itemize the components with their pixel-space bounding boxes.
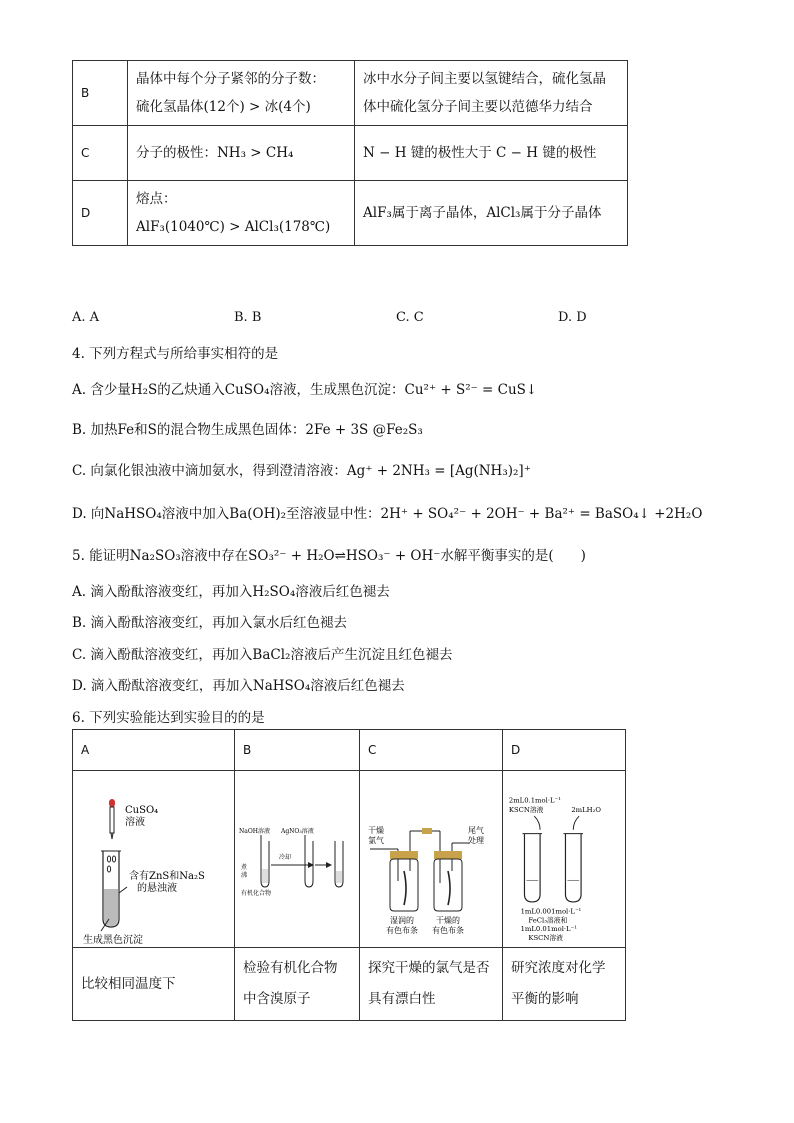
cell-text: N − H 键的极性大于 C − H 键的极性 [363, 145, 597, 161]
svg-text:处理: 处理 [468, 836, 484, 845]
cell-text: 冰中水分子间主要以氢键结合，硫化氢晶 [363, 71, 606, 87]
header-b: B [235, 730, 360, 771]
figure-d [503, 771, 626, 948]
q4-stem: 4. 下列方程式与所给事实相符的是 [72, 346, 279, 362]
svg-text:有色布条: 有色布条 [386, 926, 418, 935]
cell-text: 检验有机化合物 [243, 960, 338, 976]
header-d: D [503, 730, 626, 771]
svg-text:FeCl₃溶液和: FeCl₃溶液和 [528, 916, 568, 925]
svg-text:2mL0.1mol·L⁻¹: 2mL0.1mol·L⁻¹ [508, 796, 561, 805]
svg-text:CuSO₄: CuSO₄ [125, 805, 159, 816]
q4-option-b[interactable]: B. 加热Fe和S的混合物生成黑色固体：2Fe + 3S @Fe₂S₃ [72, 422, 423, 438]
svg-text:干燥的: 干燥的 [436, 916, 460, 925]
table-row [73, 771, 626, 948]
row-key: C [73, 126, 128, 181]
header-c: C [360, 730, 503, 771]
purpose-c [360, 948, 503, 1021]
option-c[interactable]: C. C [396, 310, 424, 325]
table-row [73, 126, 628, 181]
q5-stem: 5. 能证明Na₂SO₃溶液中存在SO₃²⁻ + H₂O⇌HSO₃⁻ + OH⁻水解平衡事实的是( ) [72, 548, 586, 564]
cell-text: AlF₃属于离子晶体，AlCl₃属于分子晶体 [363, 205, 602, 221]
table-row [73, 730, 626, 771]
option-a[interactable]: A. A [72, 310, 100, 325]
svg-text:氯气: 氯气 [368, 836, 384, 845]
svg-text:干燥: 干燥 [368, 826, 384, 835]
two-test-tubes-icon [503, 771, 625, 947]
svg-text:的悬浊液: 的悬浊液 [137, 883, 177, 894]
option-d[interactable]: D. D [558, 310, 587, 325]
svg-text:沸: 沸 [241, 872, 248, 879]
table-row [73, 948, 626, 1021]
svg-text:有机化合物: 有机化合物 [241, 890, 272, 897]
figure-a [73, 771, 235, 948]
row-left [128, 61, 355, 126]
row-right [355, 61, 628, 126]
svg-text:含有ZnS和Na₂S: 含有ZnS和Na₂S [129, 871, 205, 882]
q5-option-d[interactable]: D. 滴入酚酞溶液变红，再加入NaHSO₄溶液后红色褪去 [72, 678, 405, 694]
q5-option-b[interactable]: B. 滴入酚酞溶液变红，再加入氯水后红色褪去 [72, 615, 348, 631]
comparison-table [72, 60, 628, 246]
q4-option-a[interactable]: A. 含少量H₂S的乙炔通入CuSO₄溶液，生成黑色沉淀：Cu²⁺ + S²⁻ = CuS↓ [72, 382, 538, 398]
cell-text: 硫化氢晶体(12个) > 冰(4个) [136, 99, 311, 115]
svg-text:KSCN溶液: KSCN溶液 [528, 934, 564, 943]
gas-bottles-icon [360, 771, 502, 947]
q5-option-a[interactable]: A. 滴入酚酞溶液变红，再加入H₂SO₄溶液后红色褪去 [72, 584, 390, 600]
cell-text: AlF₃(1040℃) > AlCl₃(178℃) [136, 219, 331, 235]
svg-text:1mL0.01mol·L⁻¹: 1mL0.01mol·L⁻¹ [520, 925, 577, 934]
svg-text:有色布条: 有色布条 [432, 926, 464, 935]
cell-text: 中含溴原子 [243, 991, 311, 1007]
row-right [355, 126, 628, 181]
svg-text:溶液: 溶液 [125, 817, 145, 828]
row-right [355, 181, 628, 246]
q4-option-c[interactable]: C. 向氯化银浊液中滴加氨水，得到澄清溶液：Ag⁺ + 2NH₃ = [Ag(NH₃)₂]⁺ [72, 463, 531, 479]
svg-text:湿润的: 湿润的 [390, 916, 414, 925]
svg-text:NaOH溶液: NaOH溶液 [239, 828, 270, 835]
cell-text: 探究干燥的氯气是否 [368, 960, 490, 976]
experiment-table [72, 729, 626, 1021]
dropper-test-tube-icon [73, 771, 234, 947]
cell-text: 比较相同温度下 [81, 975, 176, 992]
svg-text:AgNO₃溶液: AgNO₃溶液 [281, 828, 314, 835]
row-key: D [73, 181, 128, 246]
svg-text:煮: 煮 [241, 864, 248, 871]
cell-text: 分子的极性：NH₃ > CH₄ [136, 145, 294, 161]
row-key: B [73, 61, 128, 126]
svg-text:尾气: 尾气 [468, 826, 484, 835]
purpose-a [73, 948, 235, 1021]
q5-option-c[interactable]: C. 滴入酚酞溶液变红，再加入BaCl₂溶液后产生沉淀且红色褪去 [72, 647, 453, 663]
q6-stem: 6. 下列实验能达到实验目的的是 [72, 710, 265, 726]
figure-b [235, 771, 360, 948]
purpose-b [235, 948, 360, 1021]
row-left [128, 181, 355, 246]
svg-text:生成黑色沉淀: 生成黑色沉淀 [83, 935, 143, 946]
svg-text:冷却: 冷却 [279, 854, 292, 861]
option-b[interactable]: B. B [234, 310, 262, 325]
cell-text: 晶体中每个分子紧邻的分子数： [136, 71, 325, 87]
svg-text:KSCN溶液: KSCN溶液 [508, 806, 544, 815]
table-row [73, 181, 628, 246]
cell-text: 熔点： [136, 191, 177, 207]
row-left [128, 126, 355, 181]
figure-c [360, 771, 503, 948]
cell-text: 具有漂白性 [368, 991, 436, 1007]
q4-option-d[interactable]: D. 向NaHSO₄溶液中加入Ba(OH)₂至溶液显中性：2H⁺ + SO₄²⁻ + 2OH⁻ + Ba²⁺ = BaSO₄↓ +2H₂O [72, 506, 703, 522]
hydrolysis-flow-icon [235, 771, 359, 947]
svg-text:1mL0.001mol·L⁻¹: 1mL0.001mol·L⁻¹ [520, 907, 582, 916]
purpose-d [503, 948, 626, 1021]
header-a: A [73, 730, 235, 771]
table-row [73, 61, 628, 126]
cell-text: 研究浓度对化学 [511, 960, 606, 976]
cell-text: 体中硫化氢分子间主要以范德华力结合 [363, 99, 593, 115]
svg-text:2mLH₂O: 2mLH₂O [571, 806, 601, 815]
cell-text: 平衡的影响 [511, 991, 579, 1007]
